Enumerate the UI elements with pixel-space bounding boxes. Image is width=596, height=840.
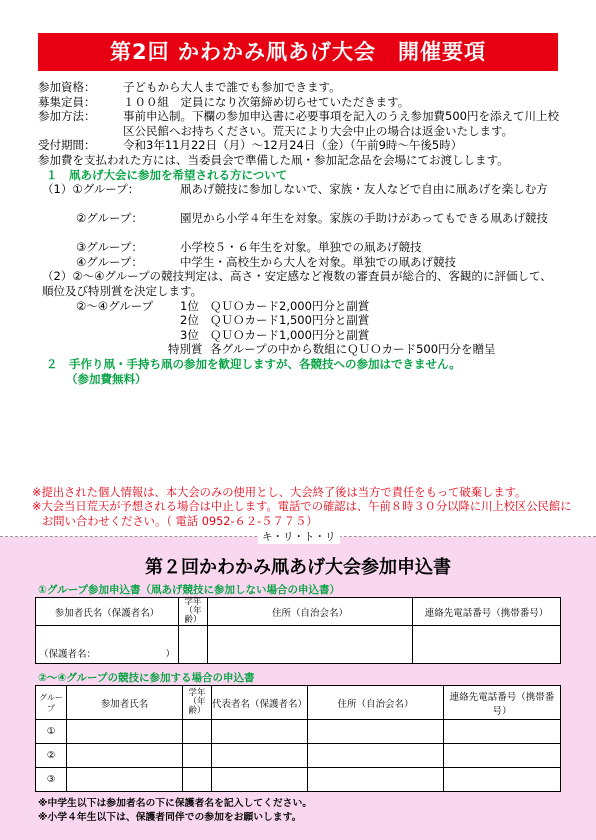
- info-capacity: [38, 95, 563, 110]
- form2-table: [35, 685, 561, 792]
- info-value: 令和3年11月22日（月）～12月24日（金）（午前9時～午後5時）: [123, 138, 463, 153]
- form2-header-group: グループ: [36, 686, 67, 720]
- souvenir-text: 参加費を支払われた方には、当委員会で準備した凧・参加記念品を会場にてお渡しします。: [38, 152, 509, 167]
- info-value: 子どもから大人まで誰でも参加できます。: [123, 80, 341, 94]
- form2-address-field[interactable]: [308, 768, 444, 792]
- form2-header-name: 参加者氏名: [67, 686, 183, 720]
- group-text: 小学校５・６年生を対象。単独での凧あげ競技: [180, 240, 422, 255]
- guardian-prefix: （保護者名：: [39, 649, 97, 660]
- form1-name-field[interactable]: [36, 626, 179, 664]
- form2-row-number: ②: [36, 744, 67, 768]
- group-text: 園児から小学４年生を対象。家族の手助けがあってもできる凧あげ競技: [180, 211, 548, 226]
- group-text: 凧あげ競技に参加しないで、家族・友人などで自由に凧あげを楽しむ方: [180, 182, 548, 197]
- prize-row: [38, 328, 563, 343]
- form1-address-field[interactable]: [208, 626, 413, 664]
- group-3-item: [38, 240, 563, 255]
- footnote-guardian-name: ※中学生以下は参加者名の下に保護者名を記入してください。: [38, 798, 313, 809]
- weather-note: ※大会当日荒天が予想される場合は中止します。電話での確認は、午前８時３０分以降に川上校区公民館にお問い合わせください。（ 電話 0952-６２-５７７５）: [32, 500, 572, 528]
- group-4-item: [38, 255, 563, 270]
- form2-name-field[interactable]: [67, 768, 183, 792]
- section-1-heading: １ 凧あげ大会に参加を希望される方について: [46, 167, 288, 182]
- form2-representative-field[interactable]: [212, 744, 308, 768]
- form1-header-grade: 学年（年齢）: [179, 598, 208, 626]
- prize-text: 各グループの中から数組にＱＵＯカード500円分を贈呈: [210, 342, 496, 357]
- info-eligibility: [38, 80, 563, 95]
- form2-phone-field[interactable]: [444, 720, 561, 744]
- info-label: 参加資格：: [38, 80, 96, 94]
- form2-grade-field[interactable]: [183, 744, 212, 768]
- prize-text: ＱＵＯカード1,000円分と副賞: [210, 327, 370, 342]
- privacy-note: ※提出された個人情報は、本大会のみの使用とし、大会終了後は当方で責任をもって破棄します。: [32, 486, 527, 499]
- form2-header-grade: 学年（年齢）: [183, 686, 212, 720]
- form1-grade-field[interactable]: [179, 626, 208, 664]
- form1-table: [35, 597, 561, 664]
- judging-text: （2）②～④グループの競技判定は、高さ・安定感など複数の審査員が総合的、客観的に評価して、順位及び特別賞を決定します。: [42, 269, 552, 298]
- form2-title: ②～④グループの競技に参加する場合の申込書: [38, 672, 255, 684]
- group-label: ②グループ：: [76, 211, 143, 226]
- group-label: ③グループ：: [76, 240, 143, 255]
- group-2-item: [38, 211, 563, 240]
- prizes-label: ②～④グループ: [76, 298, 154, 313]
- prize-rank: 1位: [180, 298, 199, 313]
- prize-text: ＱＵＯカード1,500円分と副賞: [210, 313, 370, 328]
- footnote-accompany: ※小学４年生以下は、保護者同伴での参加をお願いします。: [38, 812, 302, 823]
- form1-title: ①グループ参加申込書（凧あげ競技に参加しない場合の申込書）: [38, 584, 341, 596]
- footnotes: [38, 797, 312, 825]
- info-value: １００組 定員になり次第締め切らせていただきます。: [123, 94, 410, 109]
- cut-label: キ・リ・ト・リ: [258, 529, 340, 544]
- prize-rank: 3位: [180, 327, 199, 342]
- form2-grade-field[interactable]: [183, 720, 212, 744]
- prize-row: [38, 299, 563, 314]
- form2-header-representative: 代表者名（保護者名）: [212, 686, 308, 720]
- prize-text: ＱＵＯカード2,000円分と副賞: [210, 298, 370, 313]
- guardian-suffix: ）: [165, 649, 175, 660]
- group-label: ④グループ：: [76, 254, 143, 269]
- info-value: 事前申込制。下欄の参加申込書に必要事項を記入のうえ参加費500円を添えて川上校区公民館へお持ちください。荒天により大会中止の場合は返金いたします。: [123, 109, 559, 138]
- info-label: 参加方法：: [38, 109, 96, 124]
- group-label: （1）①グループ：: [42, 182, 140, 197]
- form2-representative-field[interactable]: [212, 768, 308, 792]
- form-title: 第２回かわかみ凧あげ大会参加申込書: [145, 557, 451, 578]
- prize-rank: 特別賞: [168, 342, 203, 357]
- prize-row: [38, 342, 563, 357]
- form1-header-address: 住所（自治会名）: [208, 598, 413, 626]
- form1-phone-field[interactable]: [413, 626, 561, 664]
- form2-row-number: ③: [36, 768, 67, 792]
- info-method: [38, 109, 563, 138]
- form1-header-phone: 連絡先電話番号（携帯番号）: [413, 598, 561, 626]
- section-2-fee: （参加費無料）: [66, 371, 147, 386]
- form2-representative-field[interactable]: [212, 720, 308, 744]
- form2-row-number: ①: [36, 720, 67, 744]
- form2-grade-field[interactable]: [183, 768, 212, 792]
- section-2-text: ２ 手作り凧・手持ち凧の参加を歓迎しますが、各競技への参加はできません。: [46, 356, 461, 371]
- group-1-item: [38, 182, 563, 211]
- event-details: [38, 80, 563, 386]
- notes: [32, 486, 572, 529]
- info-label: 受付期間：: [38, 138, 96, 153]
- info-label: 募集定員：: [38, 94, 96, 109]
- form2-address-field[interactable]: [308, 744, 444, 768]
- info-period: [38, 138, 563, 153]
- group-text: 中学生・高校生から大人を対象。単独での凧あげ競技: [180, 254, 456, 269]
- prize-rank: 2位: [180, 313, 199, 328]
- form2-name-field[interactable]: [67, 720, 183, 744]
- form1-header-name: 参加者氏名（保護者名）: [36, 598, 179, 626]
- form2-phone-field[interactable]: [444, 744, 561, 768]
- form2-address-field[interactable]: [308, 720, 444, 744]
- page-title: 第2回 かわかみ凧あげ大会 開催要項: [38, 33, 558, 71]
- form2-header-phone: 連絡先電話番号（携帯番号）: [444, 686, 561, 720]
- prize-row: [38, 313, 563, 328]
- form2-phone-field[interactable]: [444, 768, 561, 792]
- form2-name-field[interactable]: [67, 744, 183, 768]
- form2-header-address: 住所（自治会名）: [308, 686, 444, 720]
